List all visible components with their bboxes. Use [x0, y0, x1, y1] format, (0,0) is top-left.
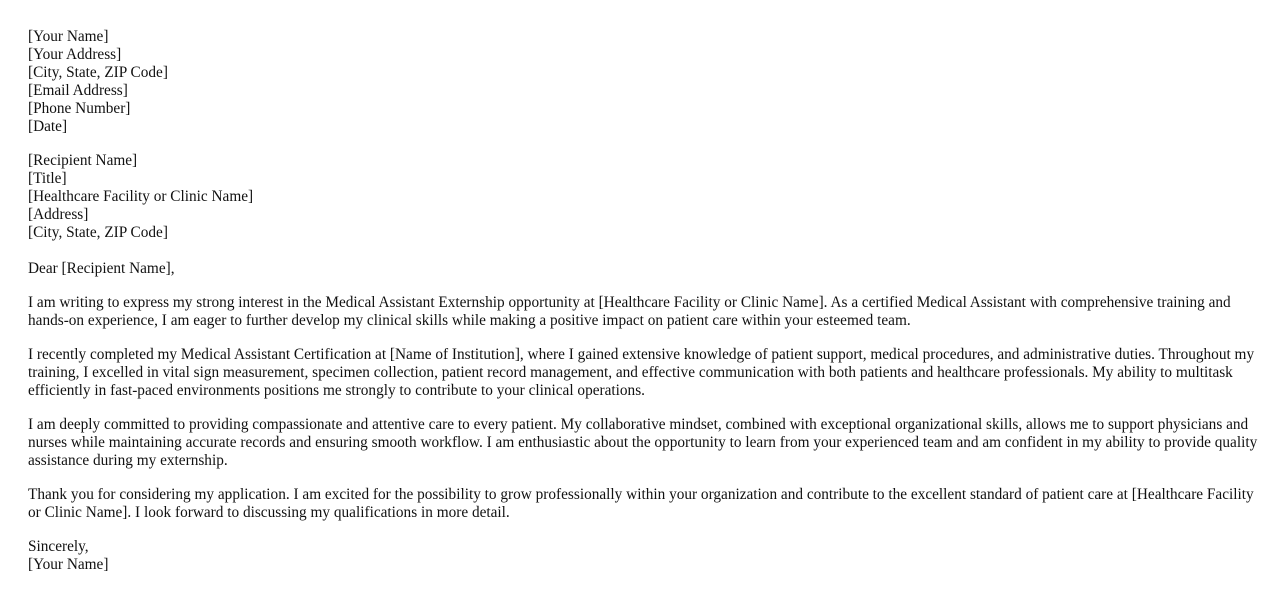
sender-city-state-zip: [City, State, ZIP Code] — [28, 64, 168, 81]
salutation: Dear [Recipient Name], — [28, 260, 175, 277]
signature-name: [Your Name] — [28, 556, 109, 573]
letter-date: [Date] — [28, 118, 68, 135]
sender-email: [Email Address] — [28, 82, 128, 99]
recipient-name: [Recipient Name] — [28, 152, 138, 169]
sender-phone: [Phone Number] — [28, 100, 131, 117]
body-paragraph-3: I am deeply committed to providing compassionate and attentive care to every patient. My collaborative mindset, combined with exceptional organizational skills, allows me to support physicians and nurses while maintaining accurate records and ensuring smooth workflow. I am enthusiastic about the opportunity to learn from your experienced team and am confident in my ability to provide quality assistance during my externship. — [28, 416, 1258, 469]
recipient-title: [Title] — [28, 170, 67, 187]
sender-block — [28, 28, 1258, 136]
sender-address: [Your Address] — [28, 46, 122, 63]
recipient-facility: [Healthcare Facility or Clinic Name] — [28, 188, 254, 205]
recipient-address: [Address] — [28, 206, 89, 223]
recipient-city-state-zip: [City, State, ZIP Code] — [28, 224, 168, 241]
sender-name: [Your Name] — [28, 28, 109, 45]
closing: Sincerely, — [28, 538, 89, 555]
closing-block — [28, 538, 1258, 574]
body-paragraph-2: I recently completed my Medical Assistant Certification at [Name of Institution], where I gained extensive knowledge of patient support, medical procedures, and administrative duties. Throughout my training, I excelled in vital sign measurement, specimen collection, patient record management, and effective communication with both patients and healthcare professionals. My ability to multitask efficiently in fast-paced environments positions me strongly to contribute to your clinical operations. — [28, 346, 1255, 399]
recipient-block — [28, 152, 1258, 242]
body-paragraph-1: I am writing to express my strong interest in the Medical Assistant Externship opportunity at [Healthcare Facility or Clinic Name]. As a certified Medical Assistant with comprehensive training and hands-on experience, I am eager to further develop my clinical skills while making a positive impact on patient care within your esteemed team. — [28, 294, 1231, 329]
body-paragraph-4: Thank you for considering my application. I am excited for the possibility to grow professionally within your organization and contribute to the excellent standard of patient care at [Healthcare Facility or Clinic Name]. I look forward to discussing my qualifications in more detail. — [28, 486, 1254, 521]
